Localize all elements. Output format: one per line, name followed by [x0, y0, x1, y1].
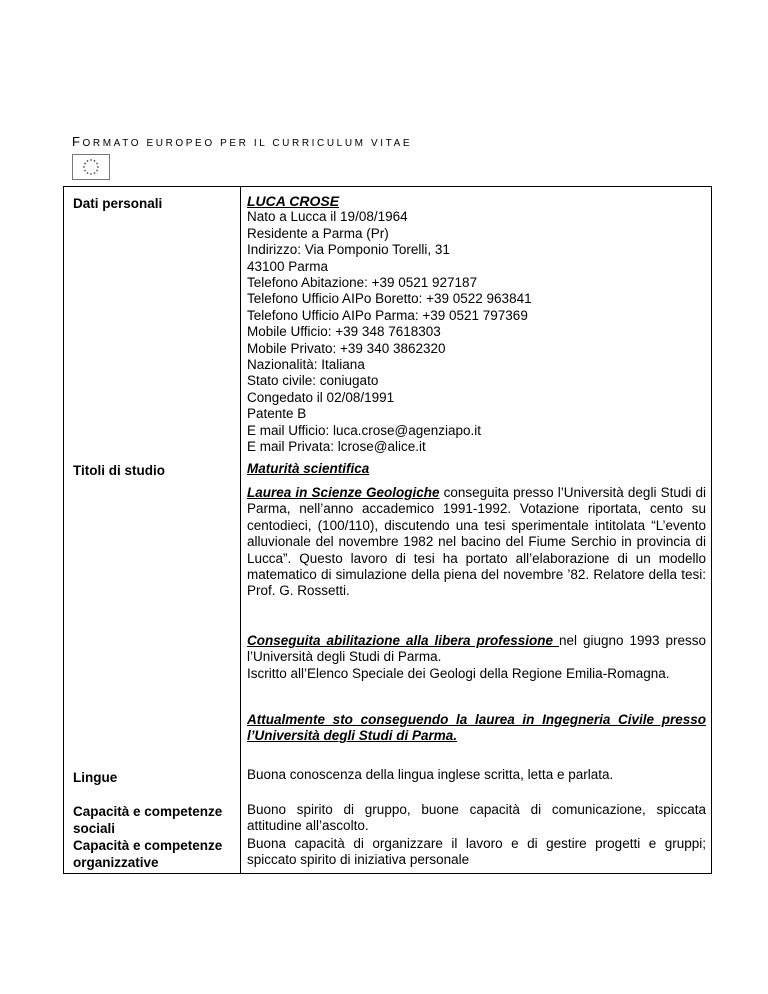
flag-star [83, 166, 85, 168]
iscritto-text: Iscritto all’Elenco Speciale dei Geologi della Regione Emilia-Romagna. [247, 665, 670, 681]
heading-rest: ORMATO EUROPEO PER IL CURRICULUM VITAE [82, 138, 413, 149]
flag-star [94, 160, 96, 162]
label-languages: Lingue [73, 770, 118, 785]
personal-line: Mobile Ufficio: +39 348 7618303 [247, 324, 441, 340]
ingegneria-note: Attualmente sto conseguendo la laurea in Ingegneria Civile presso l’Università degli Studi di Parma. [247, 712, 706, 744]
personal-line: Congedato il 02/08/1991 [247, 389, 395, 405]
column-divider [240, 187, 241, 873]
label-education: Titoli di studio [73, 463, 165, 478]
laurea-title: Laurea in Scienze Geologiche [247, 485, 440, 500]
eu-flag-icon [72, 154, 110, 180]
label-personal: Dati personali [73, 196, 163, 211]
personal-line: E mail Ufficio: luca.crose@agenziapo.it [247, 422, 482, 438]
personal-data [247, 193, 706, 456]
personal-line: Indirizzo: Via Pomponio Torelli, 31 [247, 242, 450, 258]
maturita-title: Maturità scientifica [247, 461, 370, 476]
personal-line: Stato civile: coniugato [247, 373, 379, 389]
abilitazione-title: Conseguita abilitazione alla libera professione [247, 633, 559, 648]
flag-star [96, 163, 98, 165]
personal-line: Nato a Lucca il 19/08/1964 [247, 209, 408, 225]
flag-star [90, 159, 92, 161]
cv-table [63, 186, 712, 874]
laurea-text: conseguita presso l’Università degli Studi di Parma, nell’anno accademico 1991-1992. Votazione riportata, cento su centodieci, (100/110), discutendo una tesi sperimentale intitolata “L’evento alluvionale del novembre 1982 nel bacino del Fiume Serchio in provincia di Lucca”. Questo lavoro di tesi ha portato all’elaborazione di un modello matematico di simulazione della piena del novembre ’82. Relatore della tesi: Prof. G. Rossetti. [247, 485, 707, 599]
label-organizational: Capacità e competenze organizzative [73, 838, 223, 870]
personal-line: Mobile Privato: +39 340 3862320 [247, 340, 446, 356]
abilitazione-text: nel giugno 1993 presso l’Università degli Studi di Parma. [247, 633, 707, 665]
social-text: Buono spirito di gruppo, buone capacità di comunicazione, spiccata attitudine all’ascolto. [247, 802, 706, 834]
personal-line: Telefono Ufficio AIPo Parma: +39 0521 797369 [247, 307, 528, 323]
flag-star [87, 160, 89, 162]
personal-line: Telefono Ufficio AIPo Boretto: +39 0522 963841 [247, 291, 532, 307]
personal-line: 43100 Parma [247, 258, 329, 274]
flag-star [84, 170, 86, 172]
flag-star [90, 173, 92, 175]
languages-text: Buona conoscenza della lingua inglese scritta, letta e parlata. [247, 767, 614, 782]
heading-initial: F [72, 134, 83, 149]
maturita [247, 461, 706, 477]
personal-line: Residente a Parma (Pr) [247, 225, 389, 241]
personal-line: Telefono Abitazione: +39 0521 927187 [247, 275, 478, 291]
label-social: Capacità e competenze sociali [73, 804, 223, 836]
flag-star [87, 172, 89, 174]
abilitazione-paragraph [247, 633, 706, 682]
flag-star [94, 172, 96, 174]
flag-star [96, 170, 98, 172]
person-name: LUCA CROSE [247, 193, 340, 209]
document-heading [72, 134, 412, 149]
laurea-paragraph [247, 485, 706, 600]
personal-line: Patente B [247, 406, 307, 422]
flag-star [84, 163, 86, 165]
organizational-text: Buona capacità di organizzare il lavoro e di gestire progetti e gruppi; spiccato spirito di iniziativa personale [247, 836, 706, 868]
personal-line: Nazionalità: Italiana [247, 357, 365, 373]
flag-star [97, 166, 99, 168]
personal-line: E mail Privata: lcrose@alice.it [247, 439, 426, 455]
